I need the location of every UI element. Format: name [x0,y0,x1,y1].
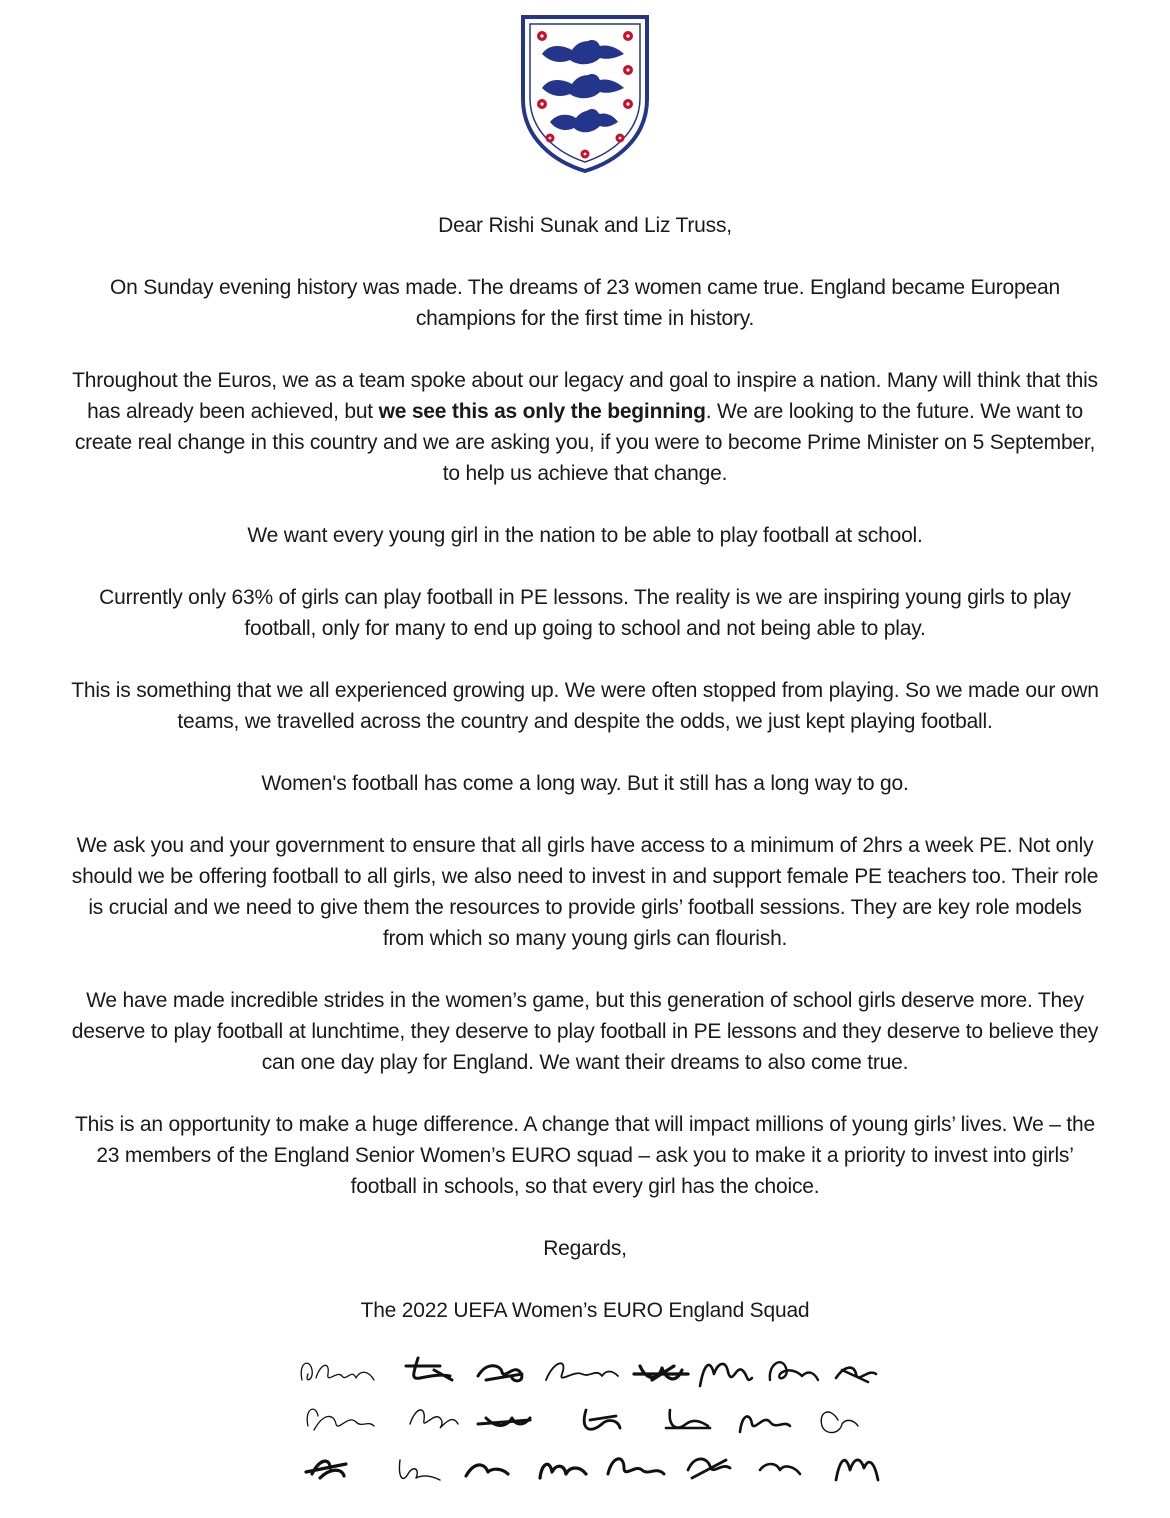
paragraph-statistic: Currently only 63% of girls can play football in PE lessons. The reality is we are inspiring young girls to play football, only for many to end up going to school and not being able to play. [99,586,1071,640]
signature-block [290,1340,890,1500]
paragraph-request: We ask you and your government to ensure that all girls have access to a minimum of 2hrs a week PE. Not only should we be offering football to all girls, we also need to invest in and support female PE teachers too. Their role is crucial and we need to give them the resources to provide girls’ football sessions. They are key role models from which so many young girls can flourish. [71,834,1099,950]
england-crest [520,14,650,174]
paragraph-history: On Sunday evening history was made. The dreams of 23 women came true. England became European champions for the first time in history. [110,276,1060,330]
three-lions-crest-icon [520,14,650,174]
letter-body [70,210,1100,1357]
paragraph-strides: We have made incredible strides in the women’s game, but this generation of school girls deserve more. They deserve to play football at lunchtime, they deserve to play football in PE lessons and they deserve to believe they can one day play for England. We want their dreams to also come true. [71,989,1099,1074]
salutation: Dear Rishi Sunak and Liz Truss, [438,214,732,237]
paragraph-every-girl: We want every young girl in the nation to be able to play football at school. [247,524,923,547]
paragraph-long-way: Women's football has come a long way. But it still has a long way to go. [261,772,909,795]
signoff: The 2022 UEFA Women’s EURO England Squad [360,1299,810,1322]
paragraph-legacy-start: Throughout the Euros, we as a team spoke about our legacy and goal to inspire a nation. Many will think that this has already been achieved, but [72,369,1098,423]
paragraph-legacy [70,365,1100,489]
closing: Regards, [543,1237,627,1260]
squad-signatures-icon [290,1340,890,1500]
emphasis-beginning: we see this as only the beginning [378,400,706,423]
paragraph-experience: This is something that we all experienced growing up. We were often stopped from playing. So we made our own teams, we travelled across the country and despite the odds, we just kept playing football. [71,679,1099,733]
paragraph-opportunity: This is an opportunity to make a huge difference. A change that will impact millions of young girls’ lives. We – the 23 members of the England Senior Women’s EURO squad – ask you to make it a priority to invest into girls’ football in schools, so that every girl has the choice. [75,1113,1095,1198]
paragraph-legacy-end: . We are looking to the future. We want to create real change in this country and we are asking you, if you were to become Prime Minister on 5 September, to help us achieve that change. [74,400,1096,485]
